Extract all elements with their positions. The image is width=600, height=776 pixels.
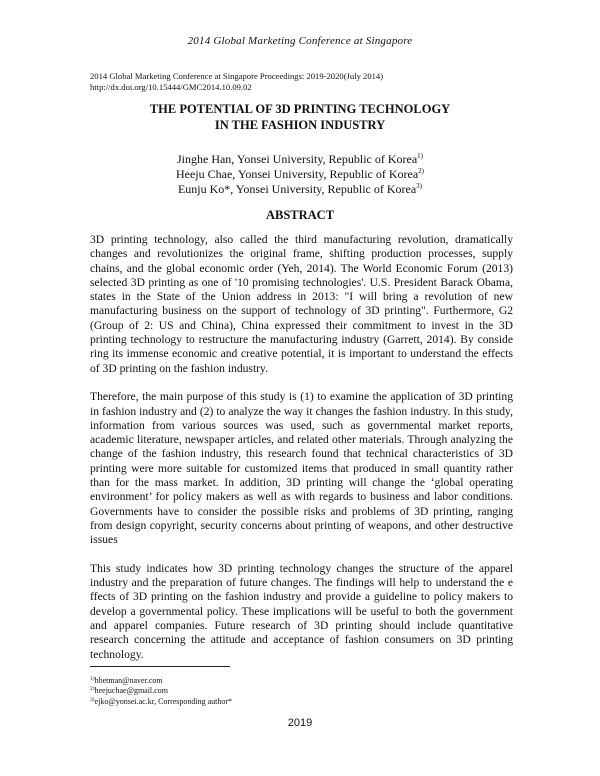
author-footnote-mark: 2) bbox=[418, 167, 425, 175]
page-number: 2019 bbox=[287, 717, 313, 729]
citation-doi: http://dx.doi.org/10.15444/GMC2014.10.09.02 bbox=[90, 81, 252, 92]
abstract-paragraph-3: This study indicates how 3D printing technology changes the structure of the apparel industry and the preparation of future changes. The findings will help to understand the e ffects of 3D printing on the fashion industry and provide a guideline to policy makers to develop a governmental policy. These implications will be useful to both the government and apparel companies. Future research of 3D printing should include quantitative research concerning the attitude and acceptance of fashion consumers on 3D printing technology. bbox=[90, 561, 513, 661]
author-name: Jinghe Han, Yonsei University, Republic of Korea bbox=[176, 152, 418, 166]
footnote-3 bbox=[90, 697, 232, 707]
author-1 bbox=[0, 152, 600, 167]
author-list bbox=[0, 152, 600, 197]
abstract-body bbox=[90, 233, 513, 676]
footnote-mark: 3) bbox=[90, 696, 95, 703]
footnote-text: heejuchae@gmail.com bbox=[94, 686, 168, 696]
footnotes bbox=[90, 676, 232, 707]
title-line-1: THE POTENTIAL OF 3D PRINTING TECHNOLOGY bbox=[149, 102, 451, 116]
citation-proceedings: 2014 Global Marketing Conference at Singapore Proceedings: 2019-2020(July 2014) bbox=[90, 71, 384, 81]
abstract-paragraph-1: 3D printing technology, also called the third manufacturing revolution, dramatically changes and revolutionizes the original frame, shifting production processes, supply chains, and the global economic order (Yeh, 2014). The World Economic Forum (2013) selected 3D printing as one of '10 promising technologies'. U.S. President Barack Obama, states in the State of the Union address in 2013: "I will bring a revolution of new manufacturing business on the support of technology of 3D printing". Furthermore, G2 (Group of 2: US and China), China expressed their commitment to invest in the 3D printing technology to restructure the manufacturing industry (Garrett, 2014). By conside ring its immense economic and creative potential, it is important to understand the effects of 3D printing on the fashion industry. bbox=[90, 233, 513, 375]
footnote-2 bbox=[90, 686, 232, 696]
author-3 bbox=[0, 182, 600, 197]
running-header: 2014 Global Marketing Conference at Singapore bbox=[187, 35, 413, 47]
footnote-text: ejko@yonsei.ac.kr, Corresponding author* bbox=[94, 696, 233, 706]
author-name: Eunju Ko*, Yonsei University, Republic of Korea bbox=[177, 182, 417, 196]
author-footnote-mark: 3) bbox=[416, 182, 423, 190]
footnote-divider bbox=[90, 666, 230, 667]
footnote-1 bbox=[90, 676, 232, 686]
author-name: Heeju Chae, Yonsei University, Republic of Korea bbox=[175, 167, 419, 181]
author-2 bbox=[0, 167, 600, 182]
author-footnote-mark: 1) bbox=[417, 152, 424, 160]
abstract-paragraph-2: Therefore, the main purpose of this study is (1) to examine the application of 3D printing in fashion industry and (2) to analyze the way it changes the fashion industry. In this study, information from various sources was used, such as governmental market reports, academic literature, newspaper articles, and related other materials. Through analyzing the change of the fashion industry, this research found that technical characteristics of 3D printing were more suitable for customized items that produced in small quantity rather than for the mass market. In addition, 3D printing will change the ‘global operating environment’ for policy makers as well as with regards to business and labor conditions. Governments have to consider the possible risks and problems of 3D printing, ranging from design copyright, security concerns about printing of weapons, and other destructive issues bbox=[90, 390, 513, 547]
abstract-heading: ABSTRACT bbox=[265, 208, 335, 222]
footnote-mark: 2) bbox=[90, 686, 95, 693]
footnote-text: hbetman@naver.com bbox=[94, 676, 163, 685]
footnote-mark: 1) bbox=[90, 676, 95, 682]
paper-title bbox=[0, 101, 600, 133]
citation-block bbox=[90, 71, 383, 92]
title-line-2: IN THE FASHION INDUSTRY bbox=[214, 118, 386, 132]
